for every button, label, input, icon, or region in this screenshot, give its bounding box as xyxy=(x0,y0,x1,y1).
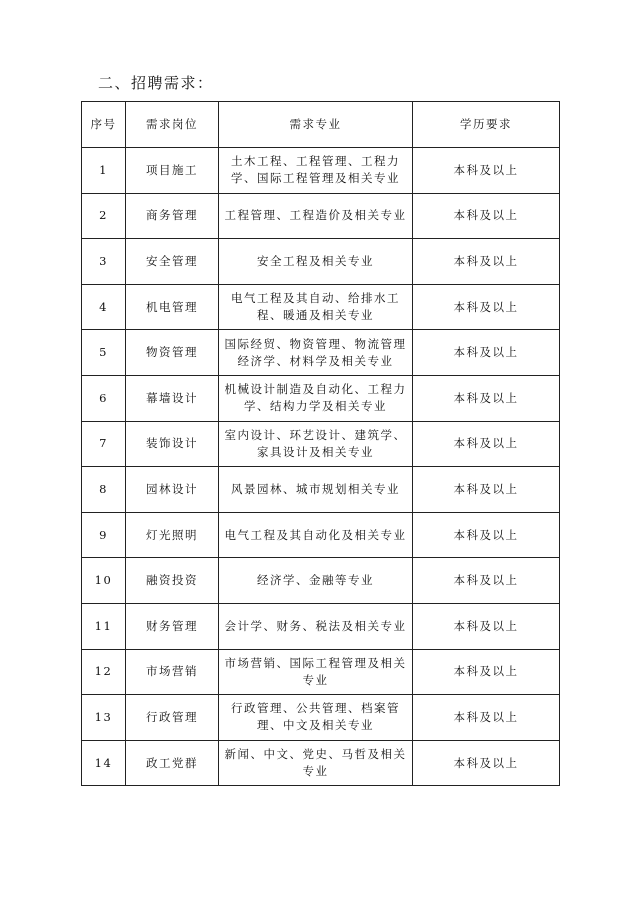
table-row xyxy=(82,148,560,194)
row-education-cell: 本科及以上 xyxy=(413,284,560,330)
row-number-cell: 1 xyxy=(82,148,126,194)
row-major-cell xyxy=(219,193,413,239)
major-text: 安全工程及相关专业 xyxy=(257,253,374,268)
table-row xyxy=(82,375,560,421)
header-major: 需求专业 xyxy=(219,102,413,148)
row-position-cell: 财务管理 xyxy=(126,603,219,649)
major-text: 电气工程及其自动化及相关专业 xyxy=(224,527,407,542)
row-education-cell: 本科及以上 xyxy=(413,558,560,604)
row-major-cell xyxy=(219,649,413,695)
header-education: 学历要求 xyxy=(413,102,560,148)
major-text: 市场营销、国际工程管理及相关专业 xyxy=(224,655,407,687)
row-position-cell: 项目施工 xyxy=(126,148,219,194)
row-major-cell xyxy=(219,330,413,376)
row-number-cell: 8 xyxy=(82,467,126,513)
table-row xyxy=(82,467,560,513)
row-education-cell: 本科及以上 xyxy=(413,740,560,786)
row-education-cell: 本科及以上 xyxy=(413,695,560,741)
row-position-cell: 物资管理 xyxy=(126,330,219,376)
row-major-cell xyxy=(219,603,413,649)
table-row xyxy=(82,512,560,558)
table-body xyxy=(82,148,560,786)
major-text: 机械设计制造及自动化、工程力学、结构力学及相关专业 xyxy=(224,382,407,414)
row-number-cell: 14 xyxy=(82,740,126,786)
major-text: 电气工程及其自动、给排水工程、暖通及相关专业 xyxy=(231,291,400,323)
row-position-cell: 商务管理 xyxy=(126,193,219,239)
row-major-cell xyxy=(219,375,413,421)
row-number-cell: 7 xyxy=(82,421,126,467)
row-education-cell: 本科及以上 xyxy=(413,239,560,285)
row-education-cell: 本科及以上 xyxy=(413,649,560,695)
recruitment-table xyxy=(81,101,560,786)
table-row xyxy=(82,695,560,741)
row-education-cell: 本科及以上 xyxy=(413,375,560,421)
header-number: 序号 xyxy=(82,102,126,148)
row-position-cell: 市场营销 xyxy=(126,649,219,695)
row-major-cell xyxy=(219,467,413,513)
row-position-cell: 行政管理 xyxy=(126,695,219,741)
table-row xyxy=(82,330,560,376)
row-education-cell: 本科及以上 xyxy=(413,603,560,649)
row-number-cell: 2 xyxy=(82,193,126,239)
row-number-cell: 3 xyxy=(82,239,126,285)
row-position-cell: 装饰设计 xyxy=(126,421,219,467)
row-major-cell xyxy=(219,558,413,604)
row-major-cell xyxy=(219,148,413,194)
table-header-row xyxy=(82,102,560,148)
table-row xyxy=(82,284,560,330)
major-text: 国际经贸、物资管理、物流管理经济学、材料学及相关专业 xyxy=(224,336,407,368)
major-text: 经济学、金融等专业 xyxy=(257,573,374,588)
section-heading: 二、招聘需求： xyxy=(98,74,214,92)
row-education-cell: 本科及以上 xyxy=(413,512,560,558)
major-text: 土木工程、工程管理、工程力学、国际工程管理及相关专业 xyxy=(231,154,400,186)
major-text: 工程管理、工程造价及相关专业 xyxy=(224,208,407,223)
row-major-cell xyxy=(219,239,413,285)
table-row xyxy=(82,239,560,285)
table-row xyxy=(82,740,560,786)
table-row xyxy=(82,649,560,695)
row-major-cell xyxy=(219,695,413,741)
row-number-cell: 11 xyxy=(82,603,126,649)
row-position-cell: 幕墙设计 xyxy=(126,375,219,421)
row-position-cell: 安全管理 xyxy=(126,239,219,285)
row-education-cell: 本科及以上 xyxy=(413,421,560,467)
table-row xyxy=(82,421,560,467)
row-number-cell: 12 xyxy=(82,649,126,695)
row-number-cell: 4 xyxy=(82,284,126,330)
major-text: 新闻、中文、党史、马哲及相关专业 xyxy=(224,747,407,779)
row-major-cell xyxy=(219,512,413,558)
row-number-cell: 6 xyxy=(82,375,126,421)
row-position-cell: 园林设计 xyxy=(126,467,219,513)
row-education-cell: 本科及以上 xyxy=(413,193,560,239)
major-text: 行政管理、公共管理、档案管理、中文及相关专业 xyxy=(231,701,400,733)
row-number-cell: 5 xyxy=(82,330,126,376)
row-number-cell: 13 xyxy=(82,695,126,741)
table-row xyxy=(82,603,560,649)
row-position-cell: 融资投资 xyxy=(126,558,219,604)
row-position-cell: 政工党群 xyxy=(126,740,219,786)
row-position-cell: 机电管理 xyxy=(126,284,219,330)
major-text: 风景园林、城市规划相关专业 xyxy=(231,481,400,496)
row-major-cell xyxy=(219,284,413,330)
header-position: 需求岗位 xyxy=(126,102,219,148)
row-major-cell xyxy=(219,740,413,786)
row-major-cell xyxy=(219,421,413,467)
row-education-cell: 本科及以上 xyxy=(413,330,560,376)
table-row xyxy=(82,558,560,604)
row-number-cell: 10 xyxy=(82,558,126,604)
major-text: 会计学、财务、税法及相关专业 xyxy=(224,618,407,633)
row-education-cell: 本科及以上 xyxy=(413,467,560,513)
row-position-cell: 灯光照明 xyxy=(126,512,219,558)
row-number-cell: 9 xyxy=(82,512,126,558)
table-row xyxy=(82,193,560,239)
row-education-cell: 本科及以上 xyxy=(413,148,560,194)
major-text: 室内设计、环艺设计、建筑学、家具设计及相关专业 xyxy=(224,427,407,459)
